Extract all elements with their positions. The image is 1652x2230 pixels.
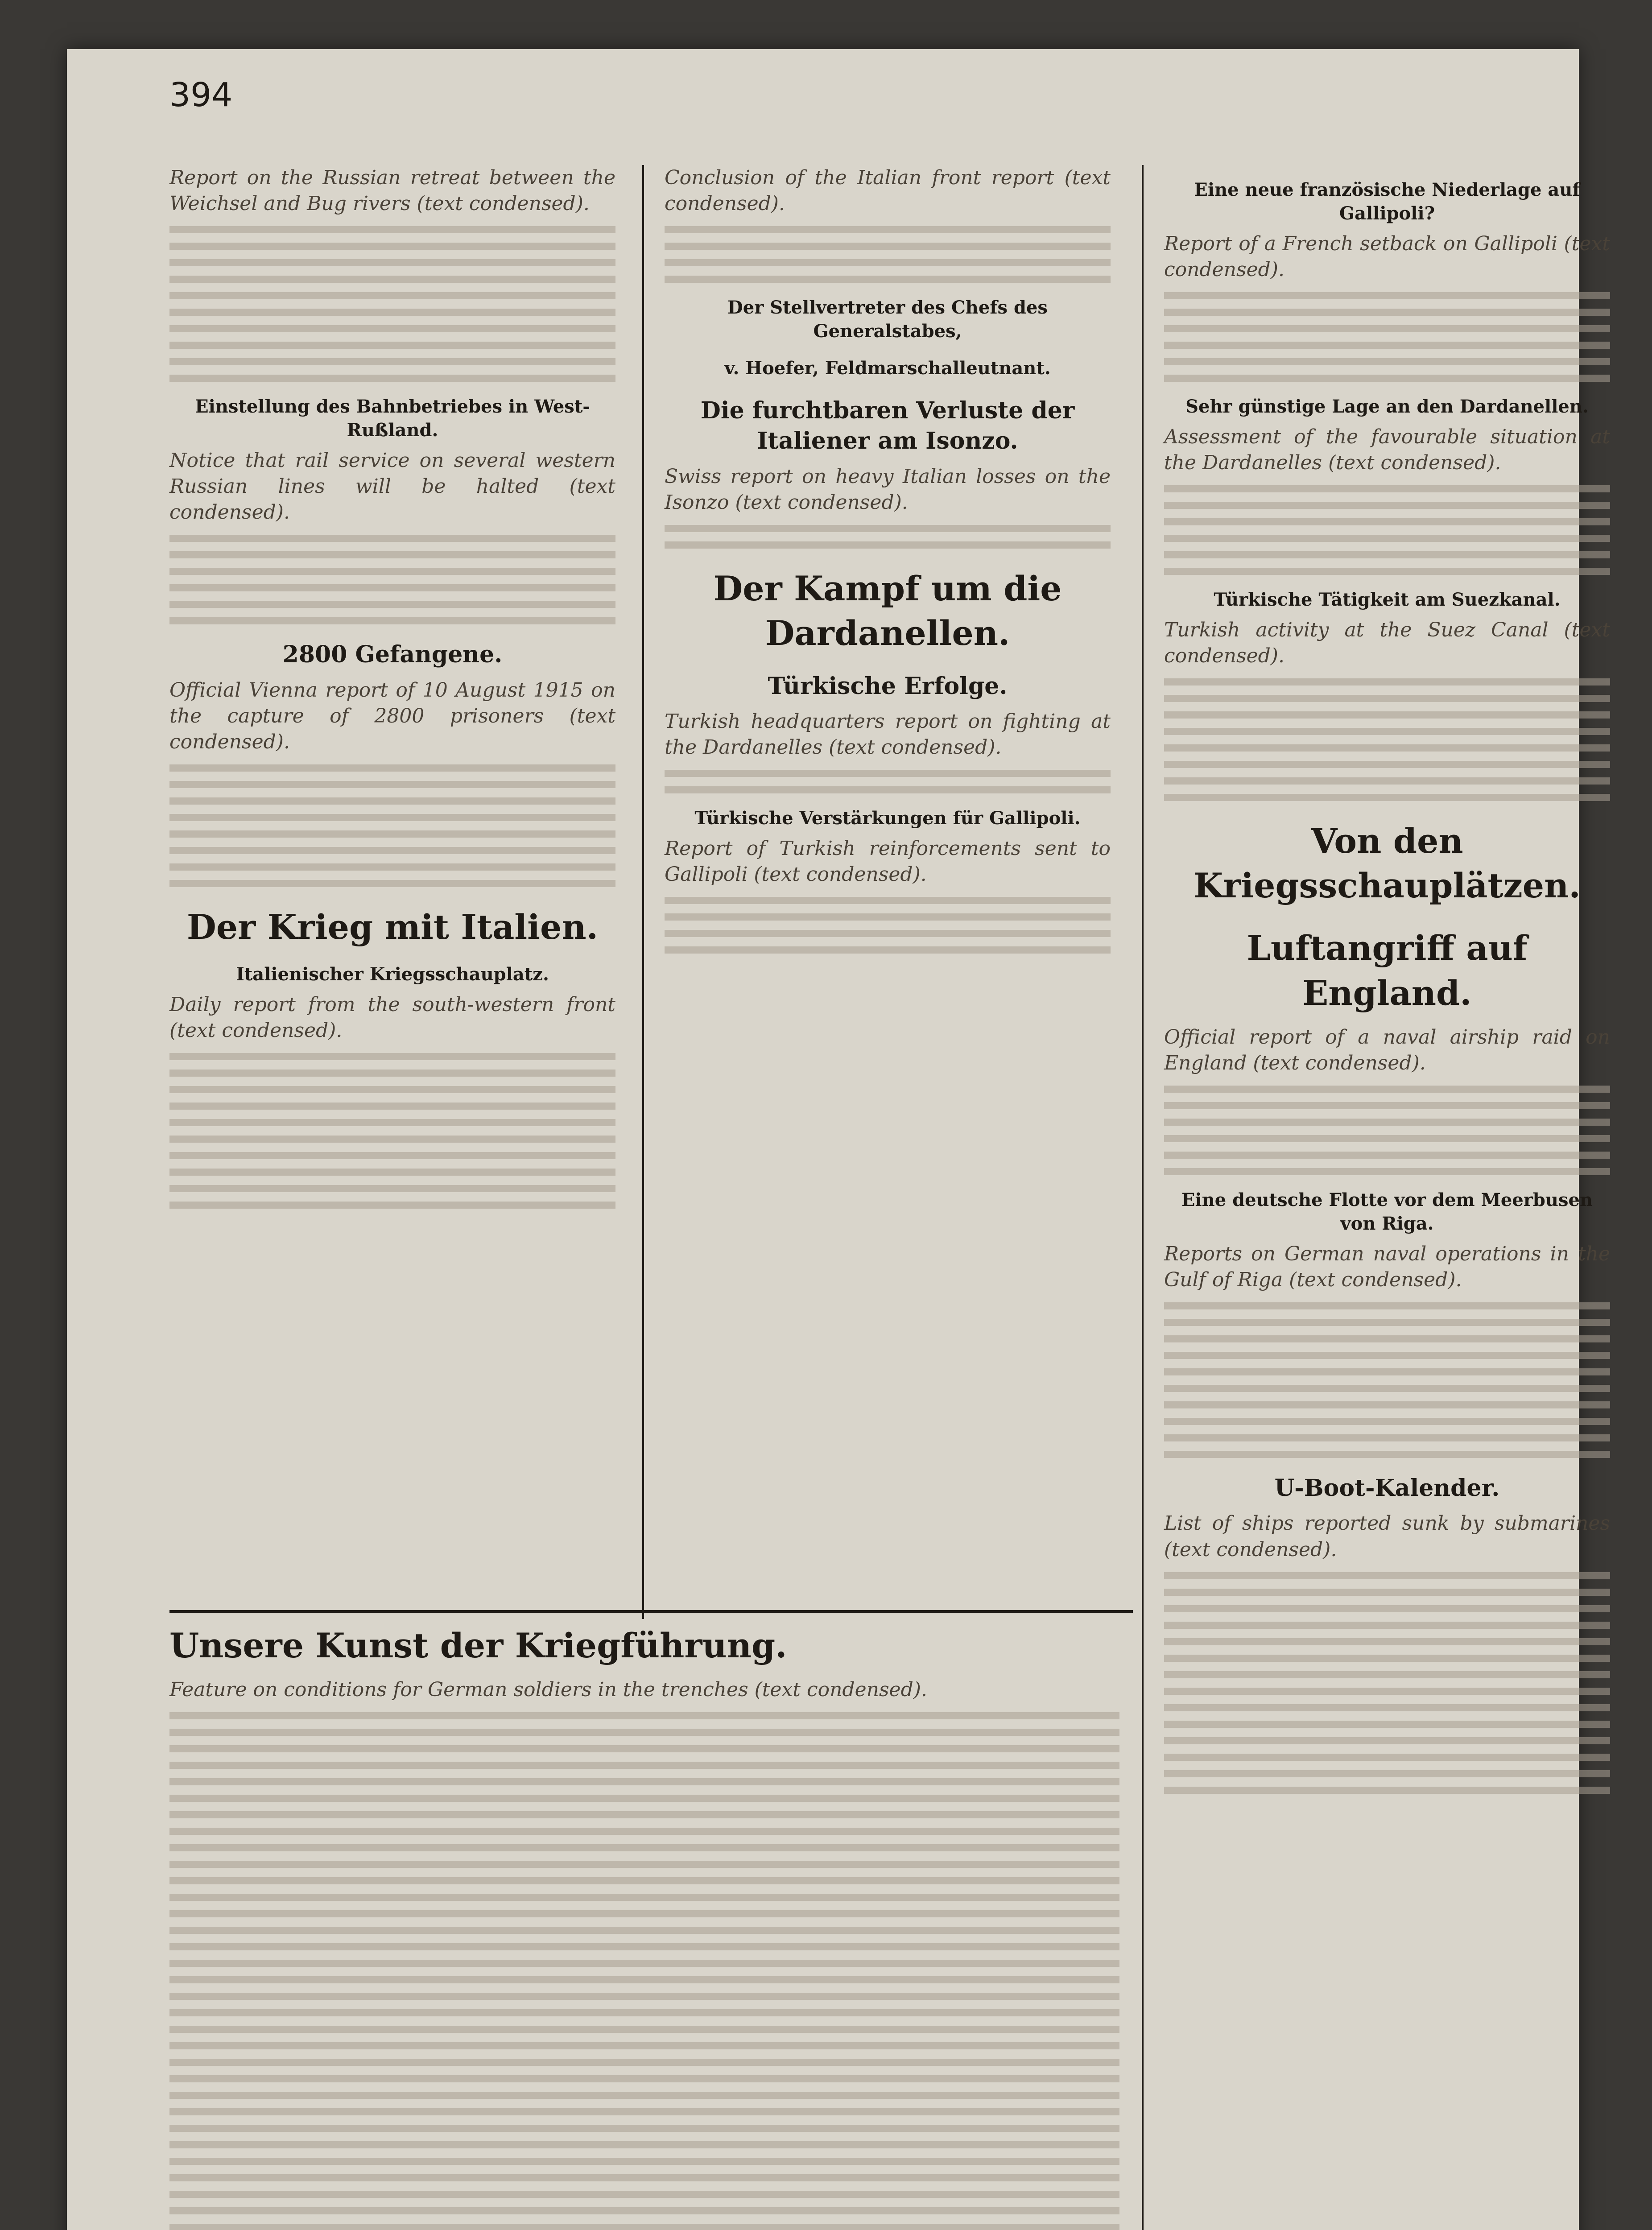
text-line-placeholder [169,1745,1119,1752]
text-line-placeholder [1164,551,1610,558]
text-line-placeholder [1164,1385,1610,1392]
column-divider [1142,165,1144,2230]
text-line-placeholder [1164,502,1610,509]
text-line-placeholder [1164,1688,1610,1695]
text-line-placeholder [169,1169,615,1176]
bottom-article [169,1623,1119,2230]
text-line-placeholder [1164,1572,1610,1579]
text-line-placeholder [169,292,615,299]
text-line-placeholder [1164,794,1610,801]
text-line-placeholder [169,2207,1119,2214]
text-line-placeholder [169,568,615,575]
column-1 [169,165,615,1218]
text-line-placeholder [169,1943,1119,1950]
text-line-placeholder [169,1894,1119,1901]
body-text-placeholder [1164,1572,1610,1794]
text-line-placeholder [1164,1335,1610,1342]
text-line-placeholder [1164,1368,1610,1375]
body-text-placeholder [665,897,1111,954]
headline-small: Italienischer Kriegsschauplatz. [236,964,549,985]
text-line-placeholder [1164,1671,1610,1678]
text-line-placeholder [169,325,615,332]
text-line-placeholder [169,1053,615,1060]
text-line-placeholder [1164,1589,1610,1596]
text-line-placeholder [1164,1451,1610,1458]
text-line-placeholder [169,2125,1119,2132]
text-line-placeholder [1164,761,1610,768]
article-summary: Conclusion of the Italian front report (text condensed). [665,166,1111,215]
bottom-article-summary: Feature on conditions for German soldiers in the trenches (text condensed). [169,1678,927,1701]
text-line-placeholder [169,2108,1119,2115]
text-line-placeholder [169,2026,1119,2033]
text-line-placeholder [665,913,1111,921]
text-line-placeholder [169,1103,615,1110]
text-line-placeholder [169,584,615,591]
text-line-placeholder [1164,1102,1610,1109]
text-line-placeholder [169,1976,1119,1983]
text-line-placeholder [1164,777,1610,785]
text-line-placeholder [665,897,1111,904]
body-text-placeholder [169,226,615,382]
text-line-placeholder [665,930,1111,937]
text-line-placeholder [169,1762,1119,1769]
newspaper-page [67,49,1610,2230]
text-line-placeholder [665,259,1111,266]
text-line-placeholder [1164,695,1610,702]
text-line-placeholder [1164,325,1610,332]
headline-large: Von den Kriegsschauplätzen. [1194,821,1581,905]
text-line-placeholder [1164,1787,1610,1794]
text-line-placeholder [169,1877,1119,1884]
text-line-placeholder [1164,342,1610,349]
text-line-placeholder [1164,1418,1610,1425]
text-line-placeholder [169,1861,1119,1868]
text-line-placeholder [169,243,615,250]
body-text-placeholder [1164,292,1610,382]
text-line-placeholder [169,1960,1119,1967]
article-summary: Report of Turkish reinforcements sent to Gallipoli (text condensed). [665,837,1111,886]
text-line-placeholder [169,1795,1119,1802]
headline-small: Sehr günstige Lage an den Dardanellen. [1185,396,1589,417]
article-summary: Report of a French setback on Gallipoli (text condensed). [1164,232,1610,281]
article-summary: Official report of a naval airship raid on England (text condensed). [1164,1025,1610,1074]
headline-small: Eine neue französische Niederlage auf Gallipoli? [1194,179,1580,224]
text-line-placeholder [169,2009,1119,2016]
article-summary: Turkish headquarters report on fighting at the Dardanelles (text condensed). [665,710,1111,759]
article-summary: Report on the Russian retreat between the Weichsel and Bug rivers (text condensed). [169,166,615,215]
text-line-placeholder [169,1712,1119,1719]
text-line-placeholder [1164,1754,1610,1761]
text-line-placeholder [1164,1086,1610,1093]
text-line-placeholder [1164,485,1610,492]
text-line-placeholder [169,880,615,887]
text-line-placeholder [169,375,615,382]
text-line-placeholder [169,2191,1119,2198]
text-line-placeholder [1164,1605,1610,1612]
text-line-placeholder [1164,1434,1610,1441]
text-line-placeholder [665,541,1111,549]
body-text-placeholder [665,770,1111,793]
headline-large: Der Krieg mit Italien. [186,907,599,947]
text-line-placeholder [169,358,615,365]
text-line-placeholder [1164,292,1610,299]
text-line-placeholder [169,1993,1119,2000]
text-line-placeholder [169,2075,1119,2082]
text-line-placeholder [1164,1622,1610,1629]
column-3 [1164,165,1610,1803]
article-summary: Daily report from the south-western front (text condensed). [169,993,615,1042]
text-line-placeholder [169,259,615,266]
text-line-placeholder [169,1844,1119,1851]
text-line-placeholder [169,1119,615,1126]
text-line-placeholder [169,1086,615,1093]
headline-small: Einstellung des Bahnbetriebes in West-Rußland. [195,396,590,441]
article-summary: Assessment of the favourable situation at the Dardanelles (text condensed). [1164,425,1610,474]
text-line-placeholder [169,1811,1119,1818]
text-line-placeholder [169,830,615,838]
headline-small: Eine deutsche Flotte vor dem Meerbusen von Riga. [1181,1189,1593,1234]
text-line-placeholder [1164,1302,1610,1309]
text-line-placeholder [1164,1168,1610,1175]
text-line-placeholder [169,2141,1119,2148]
text-line-placeholder [169,797,615,805]
text-line-placeholder [1164,309,1610,316]
text-line-placeholder [1164,568,1610,575]
text-line-placeholder [169,1828,1119,1835]
article-summary: Swiss report on heavy Italian losses on the Isonzo (text condensed). [665,465,1111,514]
body-text-placeholder [169,535,615,624]
text-line-placeholder [169,617,615,624]
text-line-placeholder [665,243,1111,250]
text-line-placeholder [169,2092,1119,2099]
section-divider [169,1610,1133,1613]
text-line-placeholder [169,1729,1119,1736]
text-line-placeholder [169,1202,615,1209]
headline-medium: Türkische Erfolge. [768,672,1008,700]
text-line-placeholder [1164,1135,1610,1142]
text-line-placeholder [665,525,1111,532]
body-text-placeholder [169,1712,1119,2230]
text-line-placeholder [169,551,615,558]
text-line-placeholder [1164,1721,1610,1728]
text-line-placeholder [169,1910,1119,1917]
text-line-placeholder [169,814,615,821]
article-summary: List of ships reported sunk by submarines (text condensed). [1164,1512,1610,1561]
headline-large: Der Kampf um die Dardanellen. [713,568,1062,653]
text-line-placeholder [1164,358,1610,365]
text-line-placeholder [169,535,615,542]
text-line-placeholder [1164,1770,1610,1777]
body-text-placeholder [1164,1302,1610,1458]
headline-small: Türkische Tätigkeit am Suezkanal. [1214,589,1561,610]
text-line-placeholder [1164,1704,1610,1711]
text-line-placeholder [1164,1655,1610,1662]
text-line-placeholder [169,2174,1119,2181]
text-line-placeholder [169,764,615,772]
body-text-placeholder [169,1053,615,1209]
headline-medium: U-Boot-Kalender. [1274,1474,1500,1502]
text-line-placeholder [1164,711,1610,719]
body-text-placeholder [1164,485,1610,575]
column-divider [642,165,644,1619]
bottom-article-title: Unsere Kunst der Kriegführung. [169,1626,787,1665]
headline-medium: Die furchtbaren Verluste der Italiener am Isonzo. [700,396,1075,455]
text-line-placeholder [169,309,615,316]
text-line-placeholder [1164,1401,1610,1408]
text-line-placeholder [1164,1152,1610,1159]
text-line-placeholder [1164,535,1610,542]
text-line-placeholder [1164,678,1610,686]
text-line-placeholder [665,276,1111,283]
text-line-placeholder [169,276,615,283]
article-summary: Reports on German naval operations in the Gulf of Riga (text condensed). [1164,1242,1610,1291]
text-line-placeholder [1164,744,1610,752]
text-line-placeholder [169,226,615,233]
text-line-placeholder [1164,518,1610,525]
text-line-placeholder [169,863,615,871]
text-line-placeholder [169,1185,615,1192]
body-text-placeholder [169,764,615,887]
text-line-placeholder [169,1778,1119,1785]
text-line-placeholder [169,2042,1119,2049]
text-line-placeholder [1164,1638,1610,1645]
text-line-placeholder [169,1136,615,1143]
text-line-placeholder [169,781,615,788]
headline-large: Luftangriff auf England. [1247,928,1528,1013]
headline-small: v. Hoefer, Feldmarschalleutnant. [724,357,1051,379]
article-summary: Official Vienna report of 10 August 1915 on the capture of 2800 prisoners (text condensed). [169,678,615,753]
headline-medium: 2800 Gefangene. [282,640,503,668]
headline-small: Der Stellvertreter des Chefs des Generalstabes, [727,297,1048,342]
headline-small: Türkische Verstärkungen für Gallipoli. [694,808,1081,829]
text-line-placeholder [1164,1319,1610,1326]
text-line-placeholder [1164,1119,1610,1126]
text-line-placeholder [169,1152,615,1159]
text-line-placeholder [169,2158,1119,2165]
text-line-placeholder [665,770,1111,777]
text-line-placeholder [169,342,615,349]
body-text-placeholder [665,226,1111,283]
text-line-placeholder [1164,728,1610,735]
page-number: 394 [169,76,233,114]
text-line-placeholder [169,847,615,854]
text-line-placeholder [1164,375,1610,382]
text-line-placeholder [169,1927,1119,1934]
text-line-placeholder [665,226,1111,233]
text-line-placeholder [1164,1737,1610,1744]
article-summary: Turkish activity at the Suez Canal (text condensed). [1164,618,1610,667]
article-summary: Notice that rail service on several western Russian lines will be halted (text condensed). [169,449,615,524]
body-text-placeholder [1164,1086,1610,1175]
text-line-placeholder [665,946,1111,954]
text-line-placeholder [169,2059,1119,2066]
text-line-placeholder [169,1070,615,1077]
text-line-placeholder [1164,1352,1610,1359]
text-line-placeholder [665,786,1111,793]
column-2 [665,165,1111,963]
body-text-placeholder [1164,678,1610,801]
body-text-placeholder [665,525,1111,549]
text-line-placeholder [169,601,615,608]
text-line-placeholder [169,2224,1119,2230]
